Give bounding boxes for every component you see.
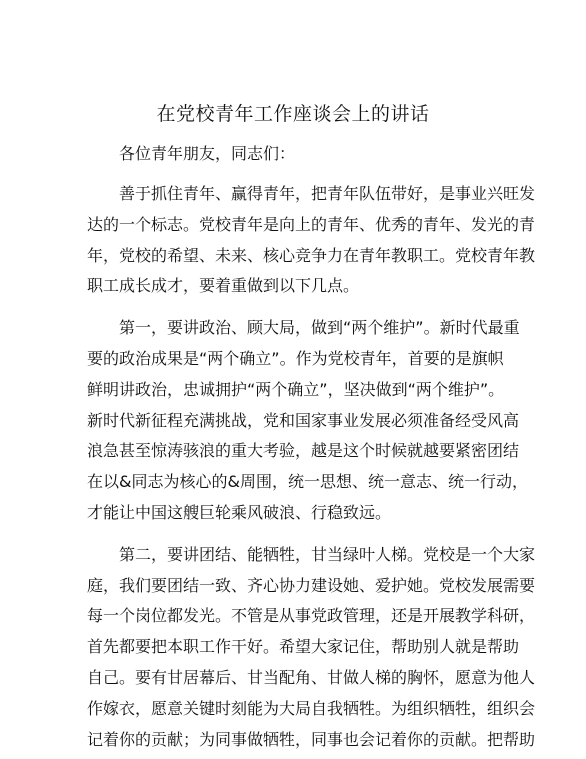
text-line: 达的一个标志。党校青年是向上的青年、优秀的青年、发光的青 [87,214,536,234]
text-line: 第一，要讲政治、顾大局，做到“两个维护”。新时代最重 [119,318,520,338]
text-line: 自己。要有甘居幕后、甘当配角、甘做人梯的胸怀，愿意为他人 [87,667,536,687]
text-line: 浪急甚至惊涛骇浪的重大考验，越是这个时候就越要紧密团结 [87,441,520,461]
text-line: 鲜明讲政治，忠诚拥护“两个确立”，坚决做到“两个维护”。 [87,379,505,399]
paragraph-3 [87,540,536,756]
text-line: 要的政治成果是“两个确立”。作为党校青年，首要的是旗帜 [87,348,504,368]
text-line: 第二，要讲团结、能牺牲，甘当绿叶人梯。党校是一个大家 [119,544,536,564]
text-line: 才能让中国这艘巨轮乘风破浪、行稳致远。 [87,502,392,522]
document-body [87,140,536,755]
paragraph-1 [87,179,536,302]
text-line: 新时代新征程充满挑战，党和国家事业发展必须准备经受风高 [87,410,520,430]
text-line: 首先都要把本职工作干好。希望大家记住，帮助别人就是帮助 [87,637,520,657]
text-line: 善于抓住青年、赢得青年，把青年队伍带好，是事业兴旺发 [119,184,536,203]
document-title: 在党校青年工作座谈会上的讲话 [156,103,430,125]
salutation: 各位青年朋友，同志们： [119,144,296,163]
text-line: 年，党校的希望、未来、核心竞争力在青年教职工。党校青年教 [87,245,536,265]
text-line: 庭，我们要团结一致、齐心协力建设她、爱护她。党校发展需要 [87,575,536,595]
text-line: 记着你的贡献；为同事做牺牲，同事也会记着你的贡献。把帮助 [87,729,536,749]
text-line: 每一个岗位都发光。不管是从事党政管理，还是开展教学科研， [87,606,536,626]
text-line: 作嫁衣，愿意关键时刻能为大局自我牺牲。为组织牺牲，组织会 [87,698,536,718]
text-line: 在以&同志为核心的&周围，统一思想、统一意志、统一行动， [87,472,528,492]
paragraph-2 [87,313,528,529]
text-line: 职工成长成才，要着重做到以下几点。 [87,276,360,296]
